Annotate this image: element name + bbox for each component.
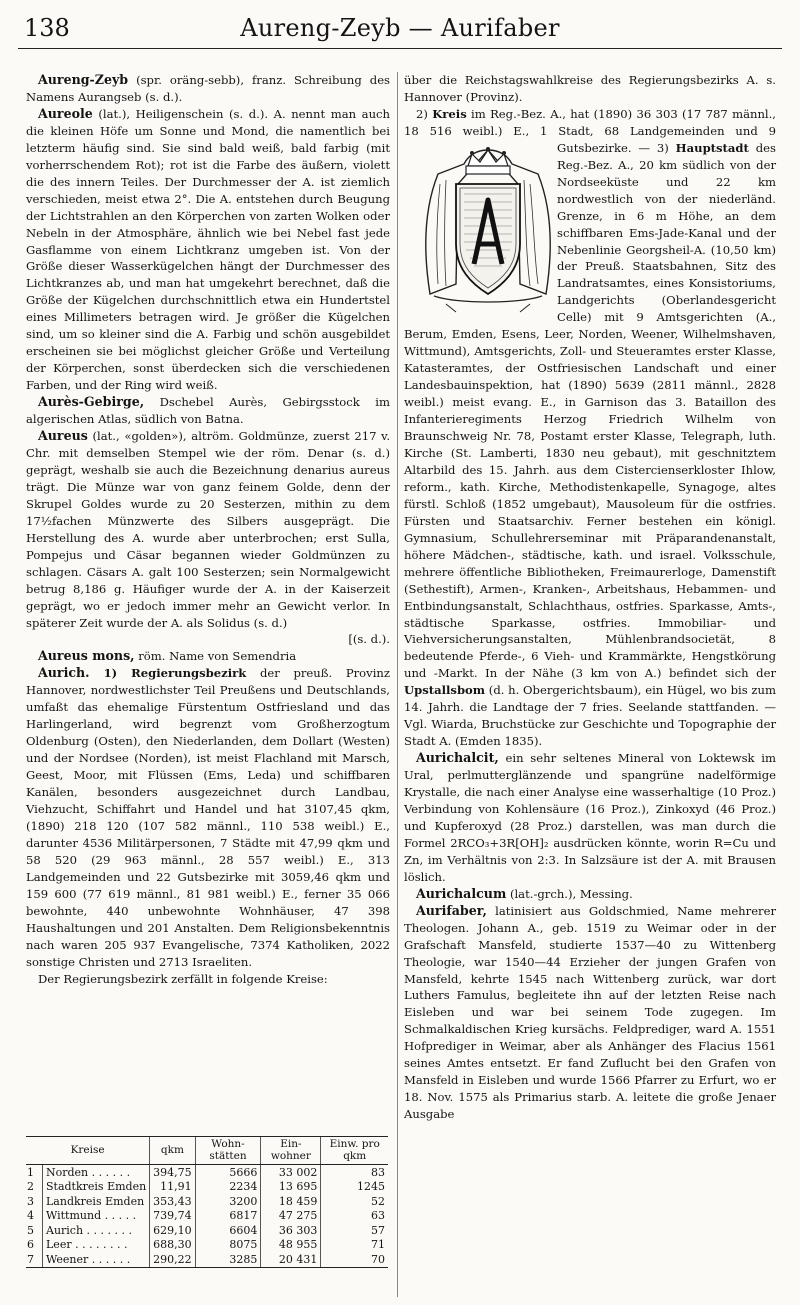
entry-text: (d. h. Obergerichtsbaum), ein Hügel, wo bis zum 14. Jahrh. die Landtage der 7 fries. Seelande stattfanden. — Vgl. Wiarda, Bruchstücke zur Geschichte und Topographie der Stadt A. (Emden 1835). bbox=[404, 683, 776, 749]
table-row bbox=[26, 1165, 388, 1180]
entry-text: Dschebel Aurès, Gebirgsstock im algerischen Atlas, südlich von Batna. bbox=[26, 395, 390, 427]
entry-aureus bbox=[26, 428, 390, 631]
coat-of-arms-image bbox=[404, 144, 549, 314]
entry-text: (lat.), Heiligenschein (s. d.). A. nennt man auch die kleinen Höfe um Sonne und Mond, die namentlich bei letzterm häufig sind. Sie sind bald weiß, bald farbig (mit vorherrschendem Rot); rot ist die Farbe des äußern, violett die des innern Teiles. Der Durchmesser der A. ist ziemlich verschieden, meist etwa 2°. Die A. entstehen durch Beugung der Lichtstrahlen an den Körperchen von zarten Wolken oder Nebeln in der Atmosphäre, ähnlich wie bei Nebel fast jede Gasflamme von einem Lichtkranz umgeben ist. Von der Größe dieser Wasserkügelchen hängt der Durchmesser des Lichtkranzes ab, und man hat umgekehrt berechnet, daß die Größe der Kügelchen durchschnittlich etwa ein Hundertstel eines Millimeters betragen wird. Je größer die Kügelchen sind, um so kleiner sind die A. Farbig und schön ausgebildet erscheinen sie bei möglichst gleicher Größe und Verteilung der Körperchen, sonst überdecken sich die verschiedenen Farben, und der Ring wird weiß. bbox=[26, 106, 390, 393]
right-column bbox=[404, 72, 776, 1123]
row-number: 6 bbox=[27, 1238, 34, 1252]
entry-subterm-hauptstadt: Hauptstadt bbox=[675, 140, 749, 155]
kreis-einw-pro-qkm: 71 bbox=[321, 1238, 388, 1253]
kreis-qkm: 739,74 bbox=[150, 1209, 196, 1224]
entry-term: Aureus mons, bbox=[38, 648, 135, 664]
kreis-qkm: 11,91 bbox=[150, 1180, 196, 1195]
kreis-einwohner: 18 459 bbox=[261, 1194, 321, 1209]
kreise-table bbox=[26, 1136, 388, 1268]
kreis-einwohner: 47 275 bbox=[261, 1209, 321, 1224]
entry-term: Aurifaber, bbox=[416, 902, 487, 918]
kreis-qkm: 629,10 bbox=[150, 1223, 196, 1238]
entry-term: Aureus bbox=[38, 428, 88, 444]
table-row bbox=[26, 1209, 388, 1224]
kreis-wohnstaetten: 3285 bbox=[195, 1252, 261, 1267]
entry-aureng-zeyb bbox=[26, 72, 390, 106]
kreis-einw-pro-qkm: 57 bbox=[321, 1223, 388, 1238]
entry-aures-gebirge bbox=[26, 394, 390, 428]
kreis-einw-pro-qkm: 63 bbox=[321, 1209, 388, 1224]
entry-aurichalcit bbox=[404, 750, 776, 886]
kreis-name: Weener . . . . . . bbox=[43, 1252, 150, 1267]
entry-aurich-continued: über die Reichstagswahlkreise des Regierungsbezirks A. s. Hannover (Provinz). bbox=[404, 73, 776, 104]
kreis-einwohner: 36 303 bbox=[261, 1223, 321, 1238]
coat-of-arms-icon bbox=[416, 144, 561, 314]
header-qkm: qkm bbox=[150, 1137, 196, 1165]
kreis-name: Leer . . . . . . . . bbox=[43, 1238, 150, 1253]
table-row bbox=[26, 1194, 388, 1209]
kreis-einw-pro-qkm: 1245 bbox=[321, 1180, 388, 1195]
entry-subterm: 1) Regierungsbezirk bbox=[89, 666, 247, 681]
entry-aurichalcum bbox=[404, 886, 776, 903]
kreis-wohnstaetten: 5666 bbox=[195, 1165, 261, 1180]
page-header bbox=[18, 8, 782, 49]
kreis-name: Aurich . . . . . . . bbox=[43, 1223, 150, 1238]
row-number: 7 bbox=[26, 1252, 43, 1267]
header-einwohner: Ein-wohner bbox=[261, 1137, 321, 1165]
entry-term: Aureole bbox=[38, 105, 93, 121]
kreis-einwohner: 33 002 bbox=[261, 1165, 321, 1180]
entry-term: Aurès-Gebirge, bbox=[38, 394, 145, 410]
entry-subterm-kreis: Kreis bbox=[432, 106, 467, 121]
kreis-einw-pro-qkm: 83 bbox=[321, 1165, 388, 1180]
header-einw-pro-qkm: Einw. pro qkm bbox=[321, 1137, 388, 1165]
kreis-einwohner: 20 431 bbox=[261, 1252, 321, 1267]
kreis-wohnstaetten: 3200 bbox=[195, 1194, 261, 1209]
header-wohnstaetten: Wohn-stätten bbox=[195, 1137, 261, 1165]
header-kreise: Kreise bbox=[26, 1137, 150, 1165]
kreis-wohnstaetten: 2234 bbox=[195, 1180, 261, 1195]
entry-aurich bbox=[26, 665, 390, 970]
entry-aureole bbox=[26, 106, 390, 394]
kreis-einw-pro-qkm: 70 bbox=[321, 1252, 388, 1267]
entry-aurifaber bbox=[404, 903, 776, 1123]
entry-text: (lat., «golden»), altröm. Goldmünze, zuerst 217 v. Chr. mit demselben Stempel wie der röm. Denar (s. d.) geprägt, weshalb sie auch die Bezeichnung denarius aureus trägt. Die Münze war von ganz feinem Golde, denn der Skrupel Goldes wurde zu 20 Sesterzen, mithin zu dem 17½fachen Münzwerte des Silbers ausgeprägt. Die Herstellung des A. wurde aber unterbrochen; erst Sulla, Pompejus und Cäsar begannen wieder Goldmünzen zu schlagen. Cäsars A. galt 100 Sesterzen; sein Normalgewicht betrug 8,186 g. Häufiger wurde der A. in der Kaiserzeit geprägt, wo er jedoch immer mehr an Gewicht verlor. In späterer Zeit wurde der A. als Solidus (s. d.) bbox=[26, 429, 390, 630]
entry-text: (spr. oräng-sebb), franz. Schreibung des Namens Aurangseb (s. d.). bbox=[26, 73, 390, 104]
entry-text: des Reg.-Bez. A., 20 km südlich von der Nordseeküste und 22 km nordwestlich von der niederländ. Grenze, in 6 m Höhe, an dem schiffbaren Ems-Jade-Kanal und der Nebenlinie Georgsheil-A. (10,50 km) der Preuß. Staatsbahnen, Sitz des Landratsamtes, eines Konsistoriums, Landgerichts (Oberlandesgericht Celle) mit 9 Amtsgerichten (A., Berum, Emden, Esens, Leer, Norden, Weener, Wilhelmshaven, Wittmund), Amtsgerichts, Zoll- und Steueramtes erster Klasse, Katasteramtes, der Ostfriesischen Landschaft und einer Landesbauinspektion, hat (1890) 5639 (2811 männl., 2828 weibl.) meist evang. E., in Garnison das 3. Bataillon des Infanterieregiments Herzog Friedrich Wilhelm von Braunschweig Nr. 78, Postamt erster Klasse, Telegraph, luth. Kirche (St. Lamberti, 1830 neu gebaut), mit geschnitztem Altarbild des 15. Jahrh. aus dem Cistercienserkloster Ihlow, reform., kath. Kirche, Methodistenkapelle, Synagoge, altes fürstl. Schloß (1852 umgebaut), Mausoleum für die ostfries. Fürsten und Staatsarchiv. Ferner bestehen ein königl. Gymnasium, Schullehrerseminar mit Präparandenanstalt, höhere Mädchen-, städtische, kath. und israel. Volksschule, mehrere öffentliche Bibliotheken, Freimaurerloge, Damenstift (Sethestift), Armen-, Kranken-, Arbeitshaus, Hebammen- und Entbindungsanstalt, Schlachthaus, ostfries. Sparkasse, Amts-, städtische Sparkasse, ostfries. Immobiliar- und Viehversicherungsanstalten, Mühlenbrandsocietät, 8 bedeutende Pferde-, 6 Vieh- und Krammärkte, Hengstkörung und -Markt. In der Nähe (3 km von A.) befindet sich der bbox=[404, 140, 776, 681]
kreis-name: Wittmund . . . . . bbox=[43, 1209, 150, 1224]
entry-aureus-mons bbox=[26, 648, 390, 665]
entry-term: Aureng-Zeyb bbox=[38, 72, 129, 87]
kreis-name: Norden . . . . . . bbox=[43, 1165, 150, 1180]
kreis-einwohner: 13 695 bbox=[261, 1180, 321, 1195]
kreis-qkm: 290,22 bbox=[150, 1252, 196, 1267]
row-number: 1 bbox=[27, 1165, 34, 1179]
kreis-wohnstaetten: 6604 bbox=[195, 1223, 261, 1238]
page-number: 138 bbox=[24, 14, 70, 42]
row-number: 4 bbox=[27, 1209, 34, 1223]
entry-term: Aurichalcum bbox=[416, 885, 507, 901]
row-number: 5 bbox=[27, 1223, 34, 1237]
kreis-einw-pro-qkm: 52 bbox=[321, 1194, 388, 1209]
entry-aurich-kreis bbox=[404, 106, 776, 750]
entry-text: der preuß. Provinz Hannover, nordwestlichster Teil Preußens und Deutschlands, umfaßt das ehemalige Fürstentum Ostfriesland und das Harlingerland, wird begrenzt vom Großherzogtum Oldenburg (Osten), den Niederlanden, dem Dollart (Westen) und der Nordsee (Norden), ist meist Flachland mit Marsch, Geest, Moor, mit Flüssen (Ems, Leda) und schiffbaren Kanälen, besonders ausgezeichnet durch Landbau, Viehzucht, Schiffahrt und Handel und hat 3107,45 qkm, (1890) 218 120 (107 582 männl., 110 538 weibl.) E., darunter 4536 Militärpersonen, 7 Städte mit 47,99 qkm und 58 520 (29 963 männl., 28 557 weibl.) E., 313 Landgemeinden und 22 Gutsbezirke mit 3059,46 qkm und 159 600 (77 619 männl., 81 981 weibl.) E., ferner 35 066 bewohnte, 440 unbewohnte Wohnhäuser, 47 398 Haushaltungen und 201 Anstalten. Dem Religionsbekenntnis nach waren 205 937 Evangelische, 7374 Katholiken, 2022 sonstige Christen und 2713 Israeliten. bbox=[26, 666, 390, 969]
kreis-qkm: 353,43 bbox=[150, 1194, 196, 1209]
left-column bbox=[26, 72, 390, 987]
row-number: 2 bbox=[27, 1180, 34, 1194]
entry-text: (lat.-grch.), Messing. bbox=[506, 886, 633, 901]
entry-subterm-upstallsbom: Upstallsbom bbox=[404, 683, 486, 698]
entry-term: Aurichalcit, bbox=[416, 750, 499, 766]
table-row bbox=[26, 1238, 388, 1253]
kreis-qkm: 688,30 bbox=[150, 1238, 196, 1253]
entry-text: 2) bbox=[416, 106, 433, 121]
kreis-einwohner: 48 955 bbox=[261, 1238, 321, 1253]
entry-term: Aurich. bbox=[38, 665, 90, 681]
table-row bbox=[26, 1252, 388, 1267]
entry-text: röm. Name von Semendria bbox=[134, 649, 297, 664]
entry-text: latinisiert aus Goldschmied, Name mehrerer Theologen. Johann A., geb. 1519 zu Weimar oder in der Grafschaft Mansfeld, studierte 1537—40 zu Wittenberg Theologie, war 1540—44 Erzieher der jungen Grafen von Mansfeld, kehrte 1545 nach Wittenberg zurück, war dort Luthers Famulus, begleitete ihn auf der letzten Reise nach Eisleben und war bei seinem Tode zugegen. Im Schmalkaldischen Krieg kursächs. Feldprediger, ward A. 1551 Hofprediger in Weimar, aber als Anhänger des Flacius 1561 seines Amtes entsetzt. Er fand Zuflucht bei den Grafen von Mansfeld in Eisleben und wurde 1566 Pfarrer zu Erfurt, wo er 18. Nov. 1575 als Primarius starb. A. leitete die große Jenaer Ausgabe bbox=[404, 903, 776, 1122]
entry-text: im Reg.-Bez. A., hat (1890) 36 303 (17 787 männl., 18 516 weibl.) E., 1 Stadt, 68 Landgemeinden und 9 Gutsbezirke. — 3) bbox=[404, 106, 776, 155]
entry-text: ein sehr seltenes Mineral von Loktewsk im Ural, perlmutterglänzende und spangrüne nadelförmige Krystalle, die nach einer Analyse eine wasserhaltige (10 Proz.) Verbindung von Kohlensäure (16 Proz.), Zinkoxyd (46 Proz.) und Kupferoxyd (28 Proz.) darstellen, was man durch die Formel 2RCO₃+3R[OH]₂ ausdrücken könnte, worin R=Cu und Zn, im Verhältnis von 2:3. In Salzsäure ist der A. mit Brausen löslich. bbox=[404, 751, 776, 884]
entry-aureus-end: [(s. d.). bbox=[348, 632, 390, 647]
table-row bbox=[26, 1223, 388, 1238]
column-divider bbox=[397, 72, 398, 1297]
kreis-wohnstaetten: 8075 bbox=[195, 1238, 261, 1253]
kreis-name: Landkreis Emden bbox=[43, 1194, 150, 1209]
table-row bbox=[26, 1180, 388, 1195]
kreis-name: Stadtkreis Emden bbox=[43, 1180, 150, 1195]
running-head: Aureng-Zeyb — Aurifaber bbox=[240, 14, 560, 42]
kreis-wohnstaetten: 6817 bbox=[195, 1209, 261, 1224]
kreis-qkm: 394,75 bbox=[150, 1165, 196, 1180]
row-number: 3 bbox=[27, 1194, 34, 1208]
kreise-intro: Der Regierungsbezirk zerfällt in folgende Kreise: bbox=[38, 971, 328, 986]
table-header-row bbox=[26, 1137, 388, 1165]
